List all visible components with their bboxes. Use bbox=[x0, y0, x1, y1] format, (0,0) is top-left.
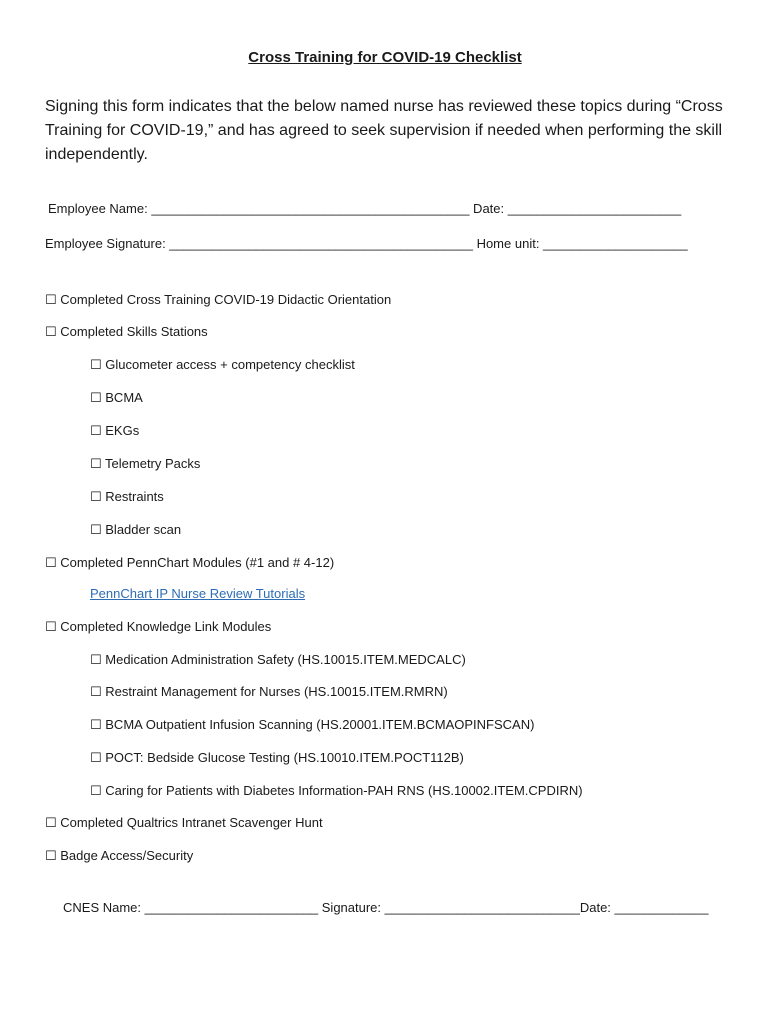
checkbox-restraints[interactable]: ☐ Restraints bbox=[90, 489, 164, 504]
pennchart-tutorials-link[interactable]: PennChart IP Nurse Review Tutorials bbox=[90, 586, 306, 601]
checkbox-didactic-orientation[interactable]: ☐ Completed Cross Training COVID-19 Didactic Orientation bbox=[45, 292, 392, 307]
checkbox-pennchart-modules[interactable]: ☐ Completed PennChart Modules (#1 and # 4-12) bbox=[45, 555, 335, 570]
checkbox-ekgs[interactable]: ☐ EKGs bbox=[90, 423, 140, 438]
checkbox-badge-access[interactable]: ☐ Badge Access/Security bbox=[45, 848, 194, 863]
checkbox-telemetry-packs[interactable]: ☐ Telemetry Packs bbox=[90, 456, 201, 471]
checkbox-bcma[interactable]: ☐ BCMA bbox=[90, 390, 143, 405]
checkbox-medication-administration-safety[interactable]: ☐ Medication Administration Safety (HS.10015.ITEM.MEDCALC) bbox=[90, 652, 466, 667]
checkbox-bladder-scan[interactable]: ☐ Bladder scan bbox=[90, 522, 182, 537]
checkbox-poct-glucose-testing[interactable]: ☐ POCT: Bedside Glucose Testing (HS.10010.ITEM.POCT112B) bbox=[90, 750, 464, 765]
checkbox-skills-stations[interactable]: ☐ Completed Skills Stations bbox=[45, 324, 208, 339]
checkbox-restraint-management[interactable]: ☐ Restraint Management for Nurses (HS.10015.ITEM.RMRN) bbox=[90, 684, 448, 699]
intro-paragraph: Signing this form indicates that the below named nurse has reviewed these topics during “Cross Training for COVID-19,” and has agreed to seek supervision if needed when performing the skill independently. bbox=[45, 98, 723, 163]
employee-signature-home-unit-field[interactable]: Employee Signature: __________________________________________ Home unit: ____________________ bbox=[45, 236, 688, 251]
cnes-signature-field[interactable]: CNES Name: ________________________ Signature: ___________________________Date: _____________ bbox=[63, 900, 709, 915]
checkbox-bcma-outpatient-infusion[interactable]: ☐ BCMA Outpatient Infusion Scanning (HS.20001.ITEM.BCMAOPINFSCAN) bbox=[90, 717, 535, 732]
checkbox-qualtrics-scavenger-hunt[interactable]: ☐ Completed Qualtrics Intranet Scavenger Hunt bbox=[45, 815, 323, 830]
employee-name-date-field[interactable]: Employee Name: ____________________________________________ Date: ________________________ bbox=[48, 201, 682, 216]
page-title: Cross Training for COVID-19 Checklist bbox=[248, 49, 522, 66]
checkbox-glucometer[interactable]: ☐ Glucometer access + competency checklist bbox=[90, 357, 355, 372]
checkbox-caring-diabetes[interactable]: ☐ Caring for Patients with Diabetes Information-PAH RNS (HS.10002.ITEM.CPDIRN) bbox=[90, 783, 583, 798]
checkbox-knowledge-link-modules[interactable]: ☐ Completed Knowledge Link Modules bbox=[45, 619, 272, 634]
